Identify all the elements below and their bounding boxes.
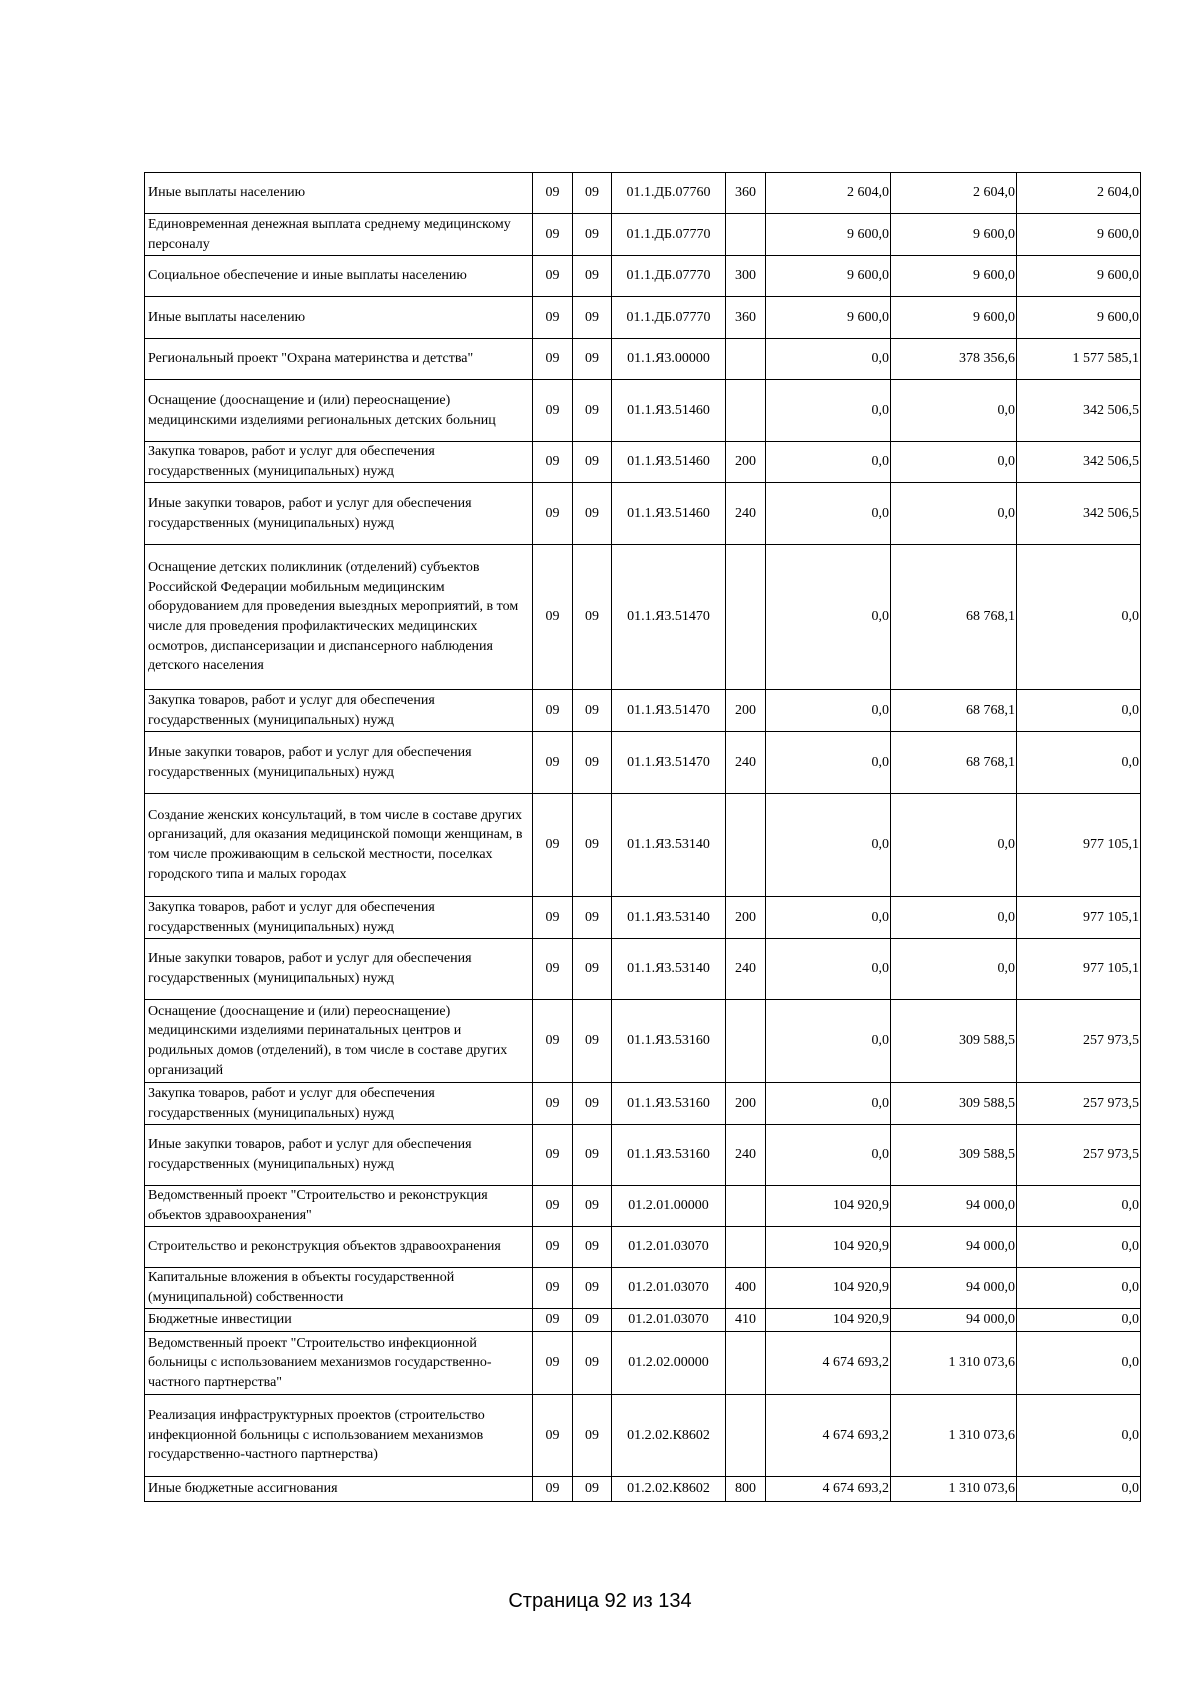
row-target-article-cell: 01.1.Я3.51460 (612, 380, 726, 442)
row-section-cell: 09 (533, 297, 573, 339)
row-amount-2-cell: 0,0 (891, 483, 1017, 545)
table-body (145, 173, 1141, 1502)
row-name-cell: Ведомственный проект "Строительство и реконструкция объектов здравоохранения" (145, 1186, 533, 1227)
row-amount-3-cell: 342 506,5 (1017, 483, 1141, 545)
row-subsection-cell: 09 (573, 1309, 612, 1332)
row-name-cell: Единовременная денежная выплата среднему медицинскому персоналу (145, 214, 533, 256)
row-amount-3-cell: 0,0 (1017, 1332, 1141, 1395)
row-subsection-cell: 09 (573, 442, 612, 483)
row-section-cell: 09 (533, 732, 573, 794)
row-subsection-cell: 09 (573, 1083, 612, 1125)
row-name-cell: Иные закупки товаров, работ и услуг для обеспечения государственных (муниципальных) нужд (145, 483, 533, 545)
row-amount-3-cell: 0,0 (1017, 1268, 1141, 1309)
row-expense-type-cell: 240 (726, 732, 766, 794)
table-row (145, 483, 1141, 545)
row-expense-type-cell: 360 (726, 297, 766, 339)
row-expense-type-cell: 200 (726, 1083, 766, 1125)
row-section-cell: 09 (533, 939, 573, 1000)
table-row (145, 214, 1141, 256)
row-target-article-cell: 01.2.02.00000 (612, 1332, 726, 1395)
table-row (145, 1186, 1141, 1227)
row-target-article-cell: 01.1.Я3.51470 (612, 732, 726, 794)
row-name-cell: Оснащение (дооснащение и (или) переоснащение) медицинскими изделиями региональных детских больниц (145, 380, 533, 442)
row-expense-type-cell (726, 794, 766, 897)
row-section-cell: 09 (533, 483, 573, 545)
row-expense-type-cell: 200 (726, 897, 766, 939)
row-name-cell: Закупка товаров, работ и услуг для обеспечения государственных (муниципальных) нужд (145, 690, 533, 732)
table-row (145, 1268, 1141, 1309)
row-amount-3-cell: 9 600,0 (1017, 214, 1141, 256)
row-expense-type-cell: 400 (726, 1268, 766, 1309)
table-row (145, 1477, 1141, 1502)
row-amount-1-cell: 9 600,0 (766, 256, 891, 297)
row-amount-2-cell: 2 604,0 (891, 173, 1017, 214)
row-amount-3-cell: 0,0 (1017, 1186, 1141, 1227)
row-section-cell: 09 (533, 690, 573, 732)
row-amount-1-cell: 4 674 693,2 (766, 1332, 891, 1395)
row-amount-1-cell: 104 920,9 (766, 1227, 891, 1268)
row-amount-1-cell: 0,0 (766, 690, 891, 732)
row-subsection-cell: 09 (573, 1125, 612, 1186)
row-target-article-cell: 01.2.02.К8602 (612, 1477, 726, 1502)
row-expense-type-cell: 240 (726, 483, 766, 545)
table-row (145, 1227, 1141, 1268)
row-amount-3-cell: 977 105,1 (1017, 897, 1141, 939)
row-name-cell: Капитальные вложения в объекты государственной (муниципальной) собственности (145, 1268, 533, 1309)
row-expense-type-cell: 410 (726, 1309, 766, 1332)
row-target-article-cell: 01.2.01.03070 (612, 1268, 726, 1309)
row-amount-2-cell: 94 000,0 (891, 1227, 1017, 1268)
table-row (145, 442, 1141, 483)
row-amount-3-cell: 1 577 585,1 (1017, 339, 1141, 380)
row-subsection-cell: 09 (573, 483, 612, 545)
row-subsection-cell: 09 (573, 1332, 612, 1395)
row-target-article-cell: 01.1.Я3.51460 (612, 442, 726, 483)
row-expense-type-cell: 200 (726, 442, 766, 483)
row-section-cell: 09 (533, 1000, 573, 1083)
row-expense-type-cell (726, 1395, 766, 1477)
row-subsection-cell: 09 (573, 339, 612, 380)
table-row (145, 380, 1141, 442)
row-amount-1-cell: 0,0 (766, 339, 891, 380)
row-subsection-cell: 09 (573, 732, 612, 794)
row-amount-1-cell: 0,0 (766, 939, 891, 1000)
row-amount-1-cell: 0,0 (766, 380, 891, 442)
row-section-cell: 09 (533, 339, 573, 380)
table-row (145, 690, 1141, 732)
row-expense-type-cell (726, 214, 766, 256)
row-amount-2-cell: 94 000,0 (891, 1186, 1017, 1227)
row-amount-1-cell: 0,0 (766, 545, 891, 690)
row-amount-3-cell: 0,0 (1017, 690, 1141, 732)
row-amount-1-cell: 104 920,9 (766, 1268, 891, 1309)
row-amount-2-cell: 9 600,0 (891, 214, 1017, 256)
table-row (145, 1309, 1141, 1332)
row-amount-3-cell: 977 105,1 (1017, 939, 1141, 1000)
row-amount-3-cell: 0,0 (1017, 1477, 1141, 1502)
row-amount-1-cell: 0,0 (766, 897, 891, 939)
table-row (145, 1332, 1141, 1395)
row-section-cell: 09 (533, 1227, 573, 1268)
row-amount-2-cell: 9 600,0 (891, 256, 1017, 297)
table-row (145, 545, 1141, 690)
row-section-cell: 09 (533, 1395, 573, 1477)
row-target-article-cell: 01.2.01.00000 (612, 1186, 726, 1227)
row-amount-1-cell: 0,0 (766, 1083, 891, 1125)
row-target-article-cell: 01.1.Я3.53160 (612, 1000, 726, 1083)
row-amount-2-cell: 94 000,0 (891, 1309, 1017, 1332)
table-row (145, 939, 1141, 1000)
row-amount-1-cell: 2 604,0 (766, 173, 891, 214)
table-row (145, 794, 1141, 897)
row-name-cell: Строительство и реконструкция объектов здравоохранения (145, 1227, 533, 1268)
row-subsection-cell: 09 (573, 173, 612, 214)
row-expense-type-cell (726, 1186, 766, 1227)
row-amount-2-cell: 0,0 (891, 897, 1017, 939)
row-target-article-cell: 01.1.Я3.53160 (612, 1125, 726, 1186)
row-subsection-cell: 09 (573, 897, 612, 939)
row-name-cell: Закупка товаров, работ и услуг для обеспечения государственных (муниципальных) нужд (145, 897, 533, 939)
row-target-article-cell: 01.1.Я3.51470 (612, 690, 726, 732)
row-name-cell: Бюджетные инвестиции (145, 1309, 533, 1332)
row-name-cell: Закупка товаров, работ и услуг для обеспечения государственных (муниципальных) нужд (145, 442, 533, 483)
row-amount-1-cell: 0,0 (766, 732, 891, 794)
row-name-cell: Ведомственный проект "Строительство инфекционной больницы с использованием механизмов государственно-частного партнерства" (145, 1332, 533, 1395)
row-amount-2-cell: 68 768,1 (891, 732, 1017, 794)
row-section-cell: 09 (533, 545, 573, 690)
row-amount-3-cell: 9 600,0 (1017, 256, 1141, 297)
row-section-cell: 09 (533, 1268, 573, 1309)
row-amount-2-cell: 0,0 (891, 442, 1017, 483)
row-amount-1-cell: 4 674 693,2 (766, 1395, 891, 1477)
row-section-cell: 09 (533, 794, 573, 897)
row-name-cell: Социальное обеспечение и иные выплаты населению (145, 256, 533, 297)
row-target-article-cell: 01.2.01.03070 (612, 1309, 726, 1332)
row-amount-2-cell: 1 310 073,6 (891, 1395, 1017, 1477)
row-amount-1-cell: 0,0 (766, 794, 891, 897)
row-subsection-cell: 09 (573, 1186, 612, 1227)
row-amount-3-cell: 257 973,5 (1017, 1125, 1141, 1186)
row-section-cell: 09 (533, 380, 573, 442)
table-row (145, 897, 1141, 939)
table-row (145, 173, 1141, 214)
row-section-cell: 09 (533, 1309, 573, 1332)
row-amount-2-cell: 1 310 073,6 (891, 1332, 1017, 1395)
row-target-article-cell: 01.1.Я3.53140 (612, 794, 726, 897)
row-subsection-cell: 09 (573, 794, 612, 897)
row-amount-3-cell: 342 506,5 (1017, 442, 1141, 483)
row-target-article-cell: 01.1.Я3.53160 (612, 1083, 726, 1125)
row-section-cell: 09 (533, 1332, 573, 1395)
row-expense-type-cell: 800 (726, 1477, 766, 1502)
row-expense-type-cell: 200 (726, 690, 766, 732)
row-name-cell: Оснащение (дооснащение и (или) переоснащение) медицинскими изделиями перинатальных центров и родильных домов (отделений), в том числе в составе других организаций (145, 1000, 533, 1083)
row-target-article-cell: 01.1.Я3.00000 (612, 339, 726, 380)
row-amount-2-cell: 309 588,5 (891, 1000, 1017, 1083)
row-target-article-cell: 01.1.ДБ.07770 (612, 297, 726, 339)
row-subsection-cell: 09 (573, 690, 612, 732)
table-row (145, 297, 1141, 339)
row-section-cell: 09 (533, 1125, 573, 1186)
row-expense-type-cell (726, 1227, 766, 1268)
row-amount-3-cell: 0,0 (1017, 1309, 1141, 1332)
row-subsection-cell: 09 (573, 545, 612, 690)
row-amount-2-cell: 68 768,1 (891, 545, 1017, 690)
row-amount-1-cell: 104 920,9 (766, 1309, 891, 1332)
table-row (145, 256, 1141, 297)
row-section-cell: 09 (533, 173, 573, 214)
row-name-cell: Иные закупки товаров, работ и услуг для обеспечения государственных (муниципальных) нужд (145, 1125, 533, 1186)
row-section-cell: 09 (533, 897, 573, 939)
row-subsection-cell: 09 (573, 1395, 612, 1477)
row-subsection-cell: 09 (573, 380, 612, 442)
row-amount-2-cell: 378 356,6 (891, 339, 1017, 380)
budget-table (144, 172, 1141, 1502)
row-amount-2-cell: 0,0 (891, 380, 1017, 442)
table-row (145, 1125, 1141, 1186)
row-amount-1-cell: 0,0 (766, 442, 891, 483)
row-amount-3-cell: 977 105,1 (1017, 794, 1141, 897)
row-name-cell: Иные бюджетные ассигнования (145, 1477, 533, 1502)
row-amount-3-cell: 2 604,0 (1017, 173, 1141, 214)
row-name-cell: Иные выплаты населению (145, 173, 533, 214)
row-name-cell: Создание женских консультаций, в том числе в составе других организаций, для оказания медицинской помощи женщинам, в том числе проживающим в сельской местности, поселках городского типа и малых городах (145, 794, 533, 897)
row-subsection-cell: 09 (573, 1227, 612, 1268)
row-amount-3-cell: 0,0 (1017, 545, 1141, 690)
row-name-cell: Иные закупки товаров, работ и услуг для обеспечения государственных (муниципальных) нужд (145, 939, 533, 1000)
row-section-cell: 09 (533, 1083, 573, 1125)
page-number: Страница 92 из 134 (508, 1590, 692, 1612)
row-amount-3-cell: 0,0 (1017, 1227, 1141, 1268)
table-row (145, 1000, 1141, 1083)
table-row (145, 339, 1141, 380)
row-amount-2-cell: 0,0 (891, 794, 1017, 897)
row-subsection-cell: 09 (573, 1000, 612, 1083)
row-section-cell: 09 (533, 256, 573, 297)
row-target-article-cell: 01.1.Я3.51470 (612, 545, 726, 690)
row-amount-3-cell: 257 973,5 (1017, 1083, 1141, 1125)
row-expense-type-cell: 240 (726, 939, 766, 1000)
table-row (145, 1395, 1141, 1477)
row-amount-2-cell: 94 000,0 (891, 1268, 1017, 1309)
row-name-cell: Оснащение детских поликлиник (отделений) субъектов Российской Федерации мобильным медицинским оборудованием для проведения выездных мероприятий, в том числе для проведения профилактических медицинских осмотров, диспансеризации и диспансерного наблюдения детского населения (145, 545, 533, 690)
row-target-article-cell: 01.1.ДБ.07770 (612, 256, 726, 297)
table-row (145, 732, 1141, 794)
table-row (145, 1083, 1141, 1125)
row-subsection-cell: 09 (573, 256, 612, 297)
row-subsection-cell: 09 (573, 214, 612, 256)
row-amount-3-cell: 0,0 (1017, 732, 1141, 794)
row-expense-type-cell (726, 380, 766, 442)
row-subsection-cell: 09 (573, 297, 612, 339)
row-section-cell: 09 (533, 1477, 573, 1502)
row-amount-2-cell: 309 588,5 (891, 1125, 1017, 1186)
row-amount-1-cell: 9 600,0 (766, 214, 891, 256)
row-amount-1-cell: 104 920,9 (766, 1186, 891, 1227)
row-amount-1-cell: 9 600,0 (766, 297, 891, 339)
row-subsection-cell: 09 (573, 939, 612, 1000)
row-target-article-cell: 01.1.Я3.53140 (612, 897, 726, 939)
row-amount-2-cell: 309 588,5 (891, 1083, 1017, 1125)
row-section-cell: 09 (533, 1186, 573, 1227)
row-amount-3-cell: 342 506,5 (1017, 380, 1141, 442)
row-target-article-cell: 01.2.01.03070 (612, 1227, 726, 1268)
row-amount-2-cell: 0,0 (891, 939, 1017, 1000)
row-name-cell: Иные закупки товаров, работ и услуг для обеспечения государственных (муниципальных) нужд (145, 732, 533, 794)
row-amount-3-cell: 9 600,0 (1017, 297, 1141, 339)
row-expense-type-cell: 300 (726, 256, 766, 297)
row-section-cell: 09 (533, 442, 573, 483)
row-amount-2-cell: 68 768,1 (891, 690, 1017, 732)
row-target-article-cell: 01.1.ДБ.07760 (612, 173, 726, 214)
row-name-cell: Реализация инфраструктурных проектов (строительство инфекционной больницы с использованием механизмов государственно-частного партнерства) (145, 1395, 533, 1477)
row-amount-1-cell: 0,0 (766, 1000, 891, 1083)
row-target-article-cell: 01.1.ДБ.07770 (612, 214, 726, 256)
row-target-article-cell: 01.2.02.К8602 (612, 1395, 726, 1477)
row-name-cell: Региональный проект "Охрана материнства и детства" (145, 339, 533, 380)
row-target-article-cell: 01.1.Я3.51460 (612, 483, 726, 545)
row-expense-type-cell: 240 (726, 1125, 766, 1186)
row-amount-2-cell: 9 600,0 (891, 297, 1017, 339)
row-target-article-cell: 01.1.Я3.53140 (612, 939, 726, 1000)
row-expense-type-cell (726, 1332, 766, 1395)
row-amount-1-cell: 0,0 (766, 1125, 891, 1186)
row-name-cell: Закупка товаров, работ и услуг для обеспечения государственных (муниципальных) нужд (145, 1083, 533, 1125)
row-subsection-cell: 09 (573, 1477, 612, 1502)
row-section-cell: 09 (533, 214, 573, 256)
row-subsection-cell: 09 (573, 1268, 612, 1309)
row-amount-1-cell: 4 674 693,2 (766, 1477, 891, 1502)
row-expense-type-cell (726, 339, 766, 380)
row-amount-3-cell: 0,0 (1017, 1395, 1141, 1477)
row-expense-type-cell: 360 (726, 173, 766, 214)
row-expense-type-cell (726, 545, 766, 690)
row-amount-2-cell: 1 310 073,6 (891, 1477, 1017, 1502)
row-name-cell: Иные выплаты населению (145, 297, 533, 339)
row-amount-1-cell: 0,0 (766, 483, 891, 545)
row-expense-type-cell (726, 1000, 766, 1083)
row-amount-3-cell: 257 973,5 (1017, 1000, 1141, 1083)
